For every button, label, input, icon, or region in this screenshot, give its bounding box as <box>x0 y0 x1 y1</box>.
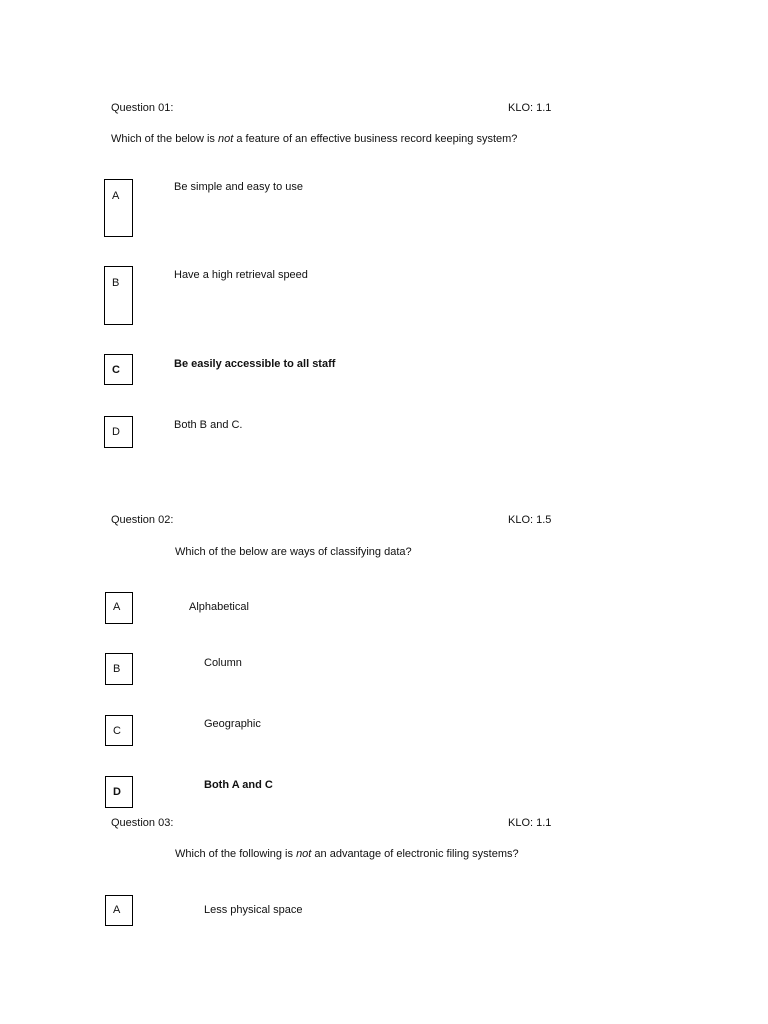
question-2-prompt: Which of the below are ways of classifying data? <box>175 546 412 558</box>
q1-option-b-text: Have a high retrieval speed <box>174 269 308 281</box>
q2-option-b-text: Column <box>204 657 242 669</box>
q1-option-a-text: Be simple and easy to use <box>174 181 304 193</box>
q2-option-b-box[interactable]: B <box>105 653 133 685</box>
q1-option-c-box[interactable]: C <box>104 354 133 385</box>
question-3-klo: KLO: 1.1 <box>508 817 552 829</box>
q2-option-c-box[interactable]: C <box>105 715 133 746</box>
q1-option-d-text: Both B and C. <box>174 419 243 431</box>
question-3-label: Question 03: <box>111 817 174 829</box>
question-1-label: Question 01: <box>111 102 174 114</box>
q2-option-a-text: Alphabetical <box>189 601 249 613</box>
q2-option-a-box[interactable]: A <box>105 592 133 624</box>
q3-option-a-box[interactable]: A <box>105 895 133 926</box>
question-2-label: Question 02: <box>111 514 174 526</box>
q2-option-d-box[interactable]: D <box>105 776 133 808</box>
question-1-klo: KLO: 1.1 <box>508 102 552 114</box>
q2-option-d-text: Both A and C <box>204 779 273 791</box>
q1-option-d-box[interactable]: D <box>104 416 133 448</box>
q3-option-a-text: Less physical space <box>204 904 303 916</box>
question-3-prompt: Which of the following is not an advantage of electronic filing systems? <box>175 848 519 860</box>
q2-option-c-text: Geographic <box>204 718 261 730</box>
q1-option-b-box[interactable]: B <box>104 266 133 325</box>
q1-option-c-text: Be easily accessible to all staff <box>174 358 336 370</box>
q1-option-a-box[interactable]: A <box>104 179 133 237</box>
question-2-klo: KLO: 1.5 <box>508 514 552 526</box>
question-1-prompt: Which of the below is not a feature of an effective business record keeping system? <box>111 133 518 145</box>
